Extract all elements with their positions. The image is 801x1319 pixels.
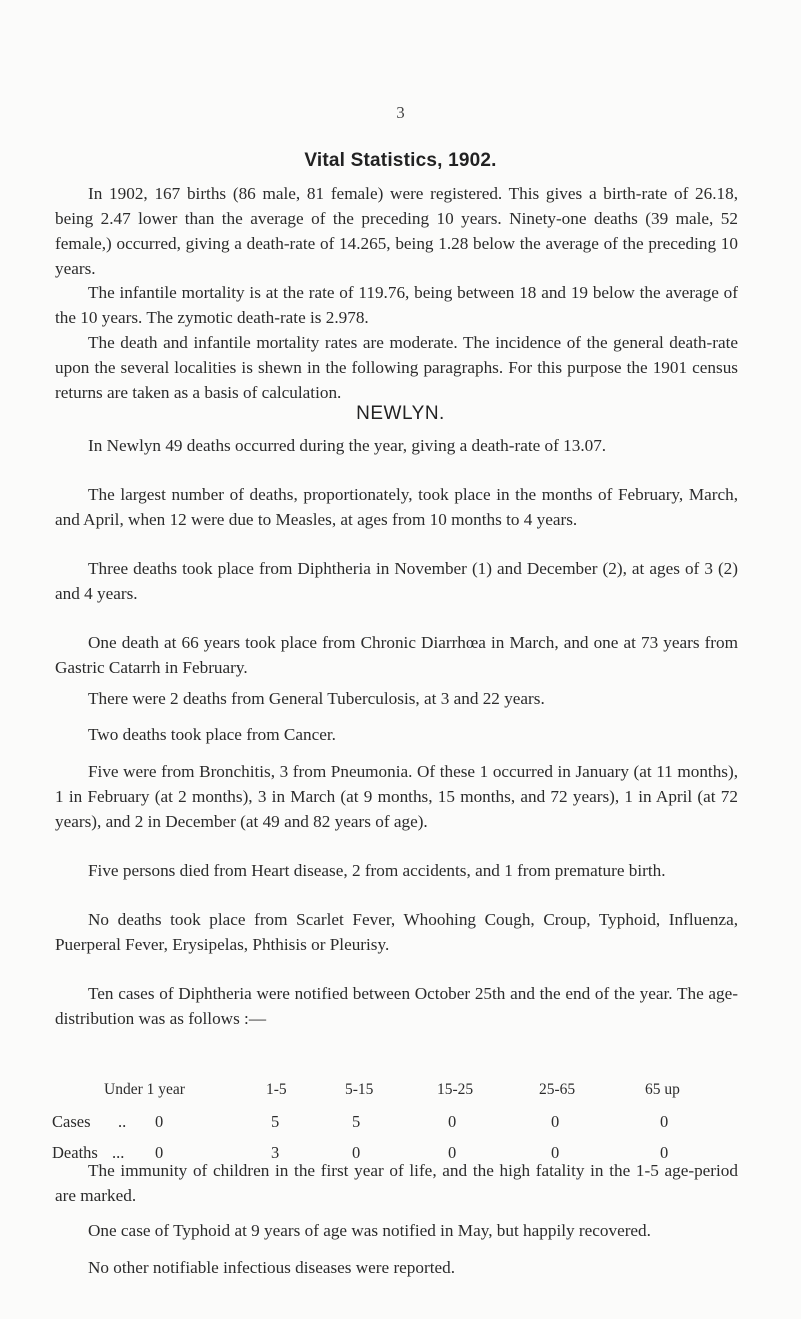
table-cell: 0: [551, 1112, 560, 1131]
paragraph-moderate-rates: The death and infantile mortality rates are moderate. The incidence of the general death-rate upon the several localities is shewn in the following paragraphs. For this purpose the 1901 census returns are taken as a basis of calculation.: [55, 333, 738, 402]
table-cell: 0: [155, 1143, 164, 1162]
table-cell: 0: [352, 1143, 361, 1162]
table-cell: 0: [448, 1112, 457, 1131]
table-row: [52, 1112, 745, 1138]
paragraph-newlyn-deaths: In Newlyn 49 deaths occurred during the year, giving a death-rate of 13.07.: [88, 436, 607, 455]
paragraph-bronchitis-pneumonia: Five were from Bronchitis, 3 from Pneumonia. Of these 1 occurred in January (at 11 months), 1 in February (at 2 months), 3 in March (at 9 months, 15 months, and 72 years), 1 in April (at 72 years), and 2 in December (at 49 and 82 years of age).: [55, 762, 738, 831]
paragraph-tuberculosis: There were 2 deaths from General Tuberculosis, at 3 and 22 years.: [88, 689, 545, 708]
page-number: 3: [396, 103, 405, 122]
paragraph-measles: The largest number of deaths, proportionately, took place in the months of February, March, and April, when 12 were due to Measles, at ages from 10 months to 4 years.: [55, 485, 738, 529]
paragraph-immunity: The immunity of children in the first year of life, and the high fatality in the 1-5 age-period are marked.: [55, 1161, 738, 1205]
column-header: 1-5: [266, 1081, 287, 1098]
page-title: Vital Statistics, 1902.: [304, 150, 497, 171]
age-distribution-table: [52, 1081, 745, 1169]
paragraph-typhoid-case: One case of Typhoid at 9 years of age was notified in May, but happily recovered.: [88, 1221, 651, 1240]
paragraph-infantile-mortality: The infantile mortality is at the rate of 119.76, being between 18 and 19 below the average of the 10 years. The zymotic death-rate is 2.978.: [55, 283, 738, 327]
table-cell: 0: [448, 1143, 457, 1162]
column-header: 65 up: [645, 1081, 680, 1098]
paragraph-no-other-diseases: No other notifiable infectious diseases were reported.: [88, 1258, 456, 1277]
table-cell: 0: [551, 1143, 560, 1162]
table-cell: 0: [155, 1112, 164, 1131]
row-label: Cases: [52, 1112, 91, 1131]
section-heading-newlyn: NEWLYN.: [356, 403, 445, 424]
paragraph-heart-disease: Five persons died from Heart disease, 2 from accidents, and 1 from premature birth.: [88, 861, 666, 880]
table-cell: 5: [352, 1112, 361, 1131]
paragraph-no-deaths: No deaths took place from Scarlet Fever, Whoohing Cough, Croup, Typhoid, Influenza, Puerperal Fever, Erysipelas, Phthisis or Pleurisy.: [55, 910, 738, 954]
paragraph-diarrhoea-catarrh: One death at 66 years took place from Chronic Diarrhœa in March, and one at 73 years from Gastric Catarrh in February.: [55, 633, 738, 677]
row-leader: ...: [112, 1143, 125, 1162]
paragraph-diphtheria-deaths: Three deaths took place from Diphtheria in November (1) and December (2), at ages of 3 (2) and 4 years.: [55, 559, 738, 603]
table-cell: 5: [271, 1112, 280, 1131]
paragraph-cancer: Two deaths took place from Cancer.: [88, 725, 336, 744]
column-header: 5-15: [345, 1081, 374, 1098]
paragraph-diphtheria-cases: Ten cases of Diphtheria were notified between October 25th and the end of the year. The age-distribution was as follows :—: [55, 984, 738, 1028]
column-header: 25-65: [539, 1081, 576, 1098]
row-leader: ..: [118, 1112, 127, 1131]
row-label: Deaths: [52, 1143, 98, 1162]
table-cell: 0: [660, 1143, 669, 1162]
table-cell: 3: [271, 1143, 280, 1162]
table-header-row: [55, 1081, 745, 1107]
paragraph-birth-death-rates: In 1902, 167 births (86 male, 81 female) were registered. This gives a birth-rate of 26.18, being 2.47 lower than the average of the preceding 10 years. Ninety-one deaths (39 male, 52 female,) occurred, giving a death-rate of 14.265, being 1.28 below the average of the preceding 10 years.: [55, 184, 738, 278]
table-cell: 0: [660, 1112, 669, 1131]
column-header: Under 1 year: [104, 1081, 185, 1098]
column-header: 15-25: [437, 1081, 474, 1098]
